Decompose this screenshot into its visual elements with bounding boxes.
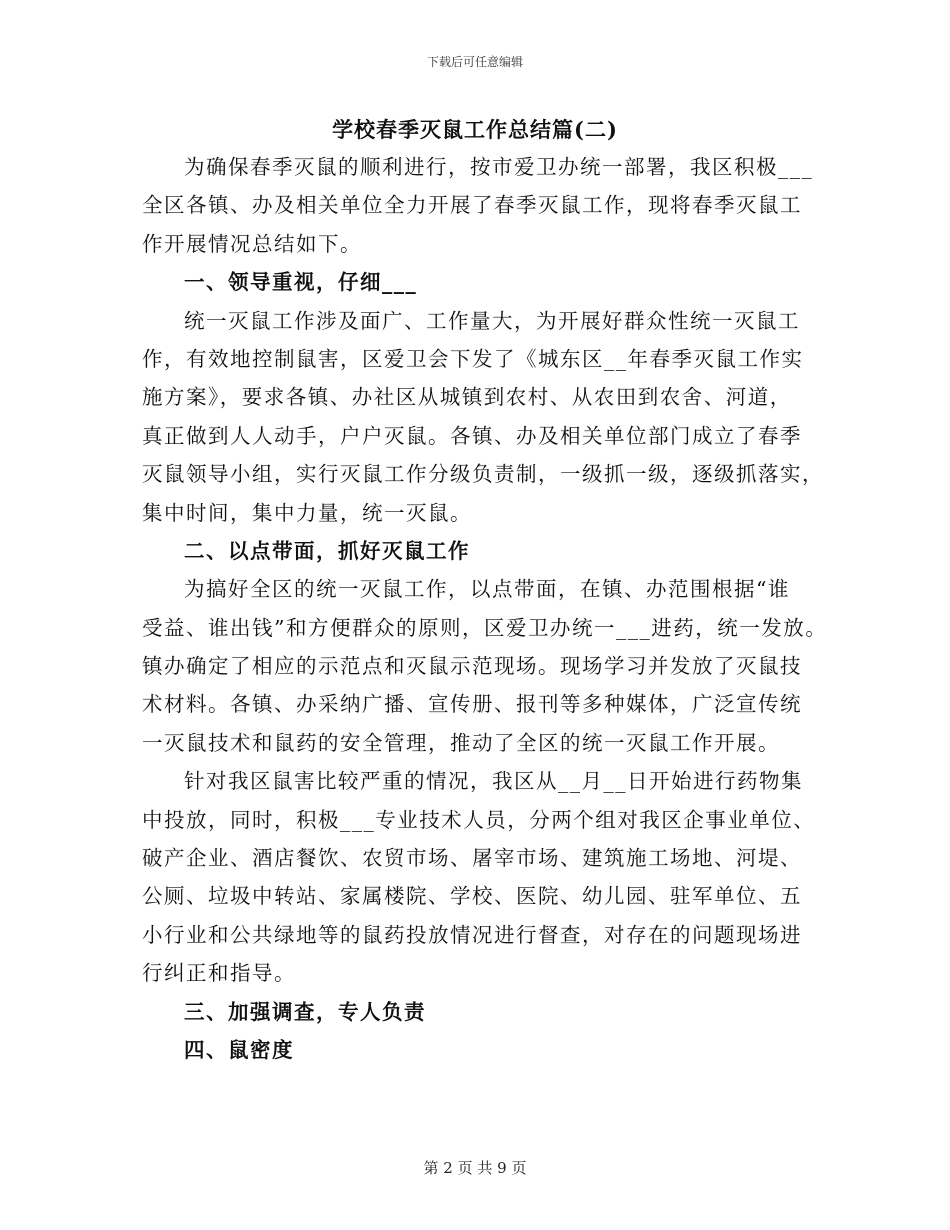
paragraph-line: 作，有效地控制鼠害，区爱卫会下发了《城东区__年春季灭鼠工作实 <box>142 346 804 371</box>
paragraph-line: 中投放，同时，积极___专业技术人员，分两个组对我区企事业单位、 <box>142 807 816 832</box>
paragraph-line: 为确保春季灭鼠的顺利进行，按市爱卫办统一部署，我区积极___ <box>184 155 814 179</box>
section-heading: 三、加强调查，专人负责 <box>184 999 426 1024</box>
document-body <box>142 148 828 1069</box>
section-heading: 四、鼠密度 <box>184 1037 294 1062</box>
page-header: 下载后可任意编辑 <box>426 55 523 69</box>
paragraph-line: 全区各镇、办及相关单位全力开展了春季灭鼠工作，现将春季灭鼠工 <box>142 193 802 218</box>
paragraph-line: 作开展情况总结如下。 <box>142 231 362 256</box>
paragraph-line: 集中时间，集中力量，统一灭鼠。 <box>142 500 472 525</box>
paragraph-line: 公厕、垃圾中转站、家属楼院、学校、医院、幼儿园、驻军单位、五 <box>142 884 802 909</box>
paragraph-line: 术材料。各镇、办采纳广播、宣传册、报刊等多种媒体，广泛宣传统 <box>142 692 802 717</box>
paragraph-line: 灭鼠领导小组，实行灭鼠工作分级负责制，一级抓一级，逐级抓落实， <box>142 462 824 487</box>
paragraph-line: 行纠正和指导。 <box>142 961 296 986</box>
paragraph-line: 镇办确定了相应的示范点和灭鼠示范现场。现场学习并发放了灭鼠技 <box>142 654 802 679</box>
paragraph-line: 破产企业、酒店餐饮、农贸市场、屠宰市场、建筑施工场地、河堤、 <box>142 846 802 871</box>
paragraph-line: 统一灭鼠工作涉及面广、工作量大，为开展好群众性统一灭鼠工 <box>184 308 800 333</box>
paragraph-line: 小行业和公共绿地等的鼠药投放情况进行督查，对存在的问题现场进 <box>142 922 802 947</box>
paragraph-line: 真正做到人人动手，户户灭鼠。各镇、办及相关单位部门成立了春季 <box>142 423 802 448</box>
paragraph-line: 为搞好全区的统一灭鼠工作，以点带面，在镇、办范围根据“谁 <box>184 577 790 602</box>
paragraph-line: 施方案》，要求各镇、办社区从城镇到农村、从农田到农舍、河道， <box>142 385 792 410</box>
paragraph-line: 针对我区鼠害比较严重的情况，我区从__月__日开始进行药物集 <box>184 769 803 794</box>
section-heading: 一、领导重视，仔细___ <box>184 270 418 295</box>
page-footer: 第 2 页 共 9 页 <box>423 1159 527 1177</box>
section-heading: 二、以点带面，抓好灭鼠工作 <box>184 538 470 563</box>
paragraph-line: 一灭鼠技术和鼠药的安全管理，推动了全区的统一灭鼠工作开展。 <box>142 730 780 755</box>
paragraph-line: 受益、谁出钱”和方便群众的原则，区爱卫办统一___进药，统一发放。 <box>142 615 828 640</box>
document-title: 学校春季灭鼠工作总结篇(二) <box>332 117 618 142</box>
